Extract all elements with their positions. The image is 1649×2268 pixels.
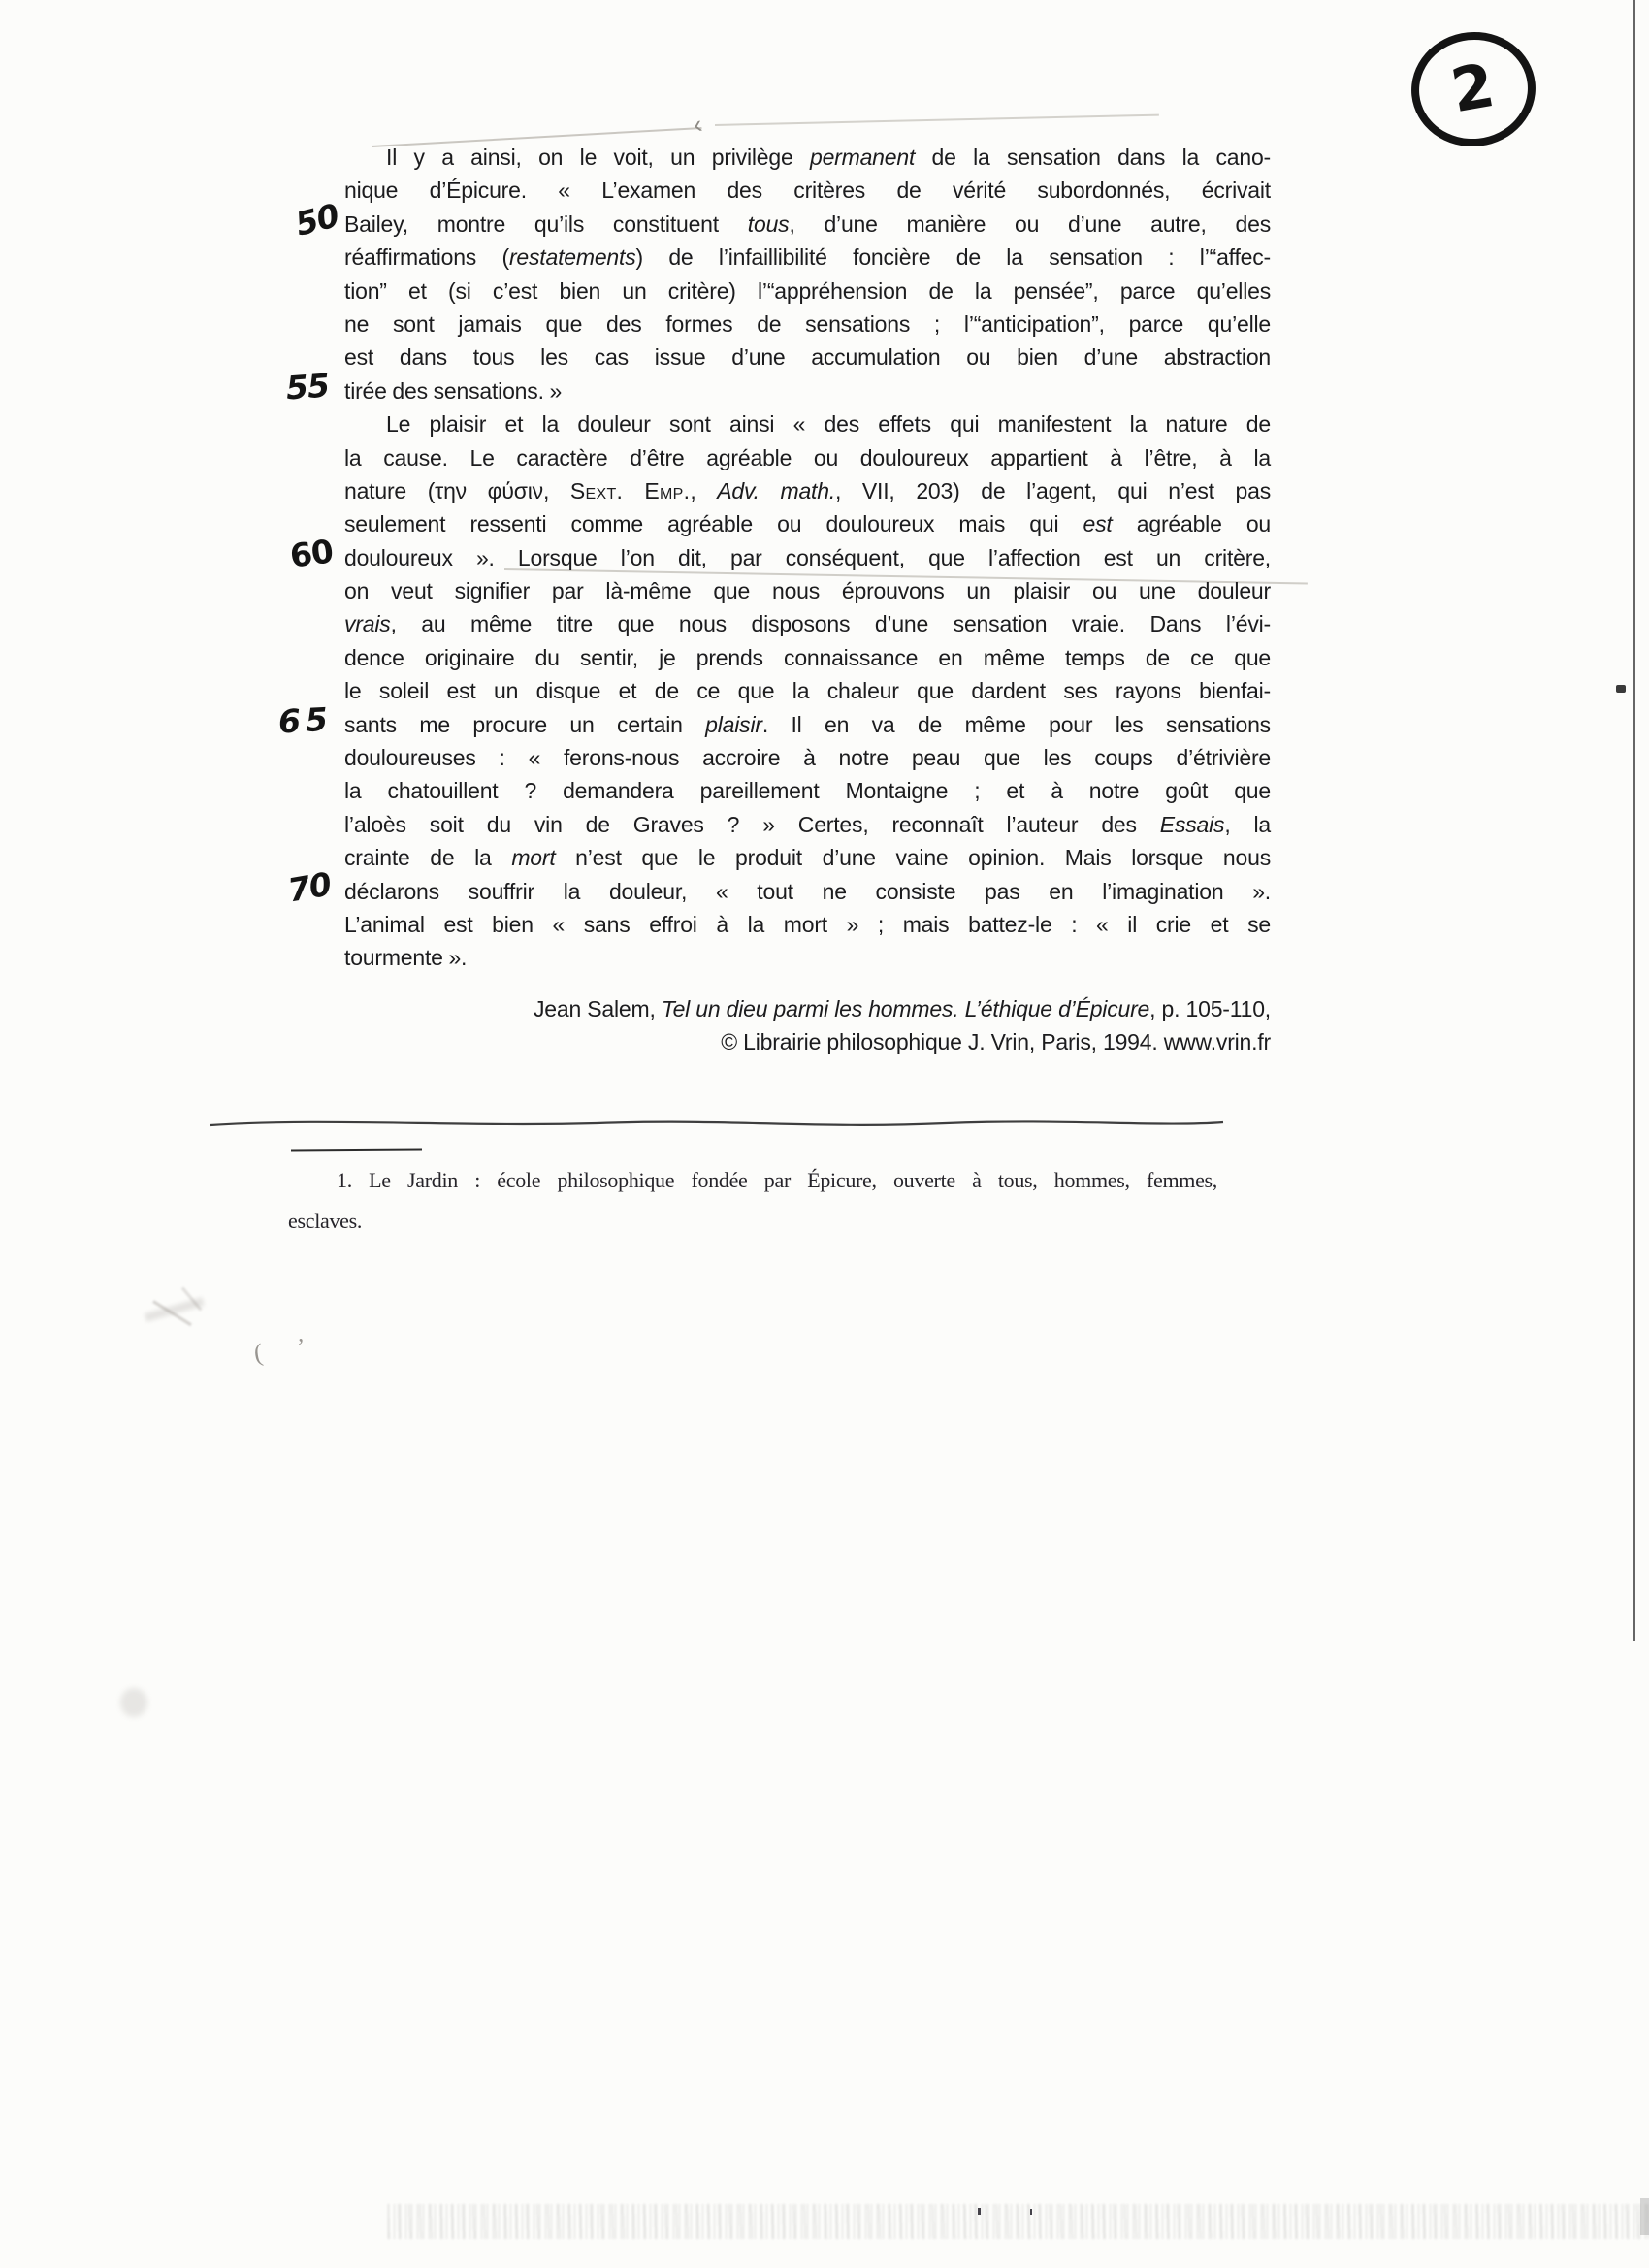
text-segment: ,	[690, 477, 718, 503]
text-segment: © Librairie philosophique J. Vrin, Paris, 1994. www.vrin.fr	[721, 1029, 1271, 1055]
handwritten-margin-number: 65	[276, 699, 334, 741]
body-text-line	[344, 941, 1271, 974]
handwritten-margin-number: 70	[284, 864, 334, 910]
text-segment: vrais	[344, 611, 391, 637]
pencil-mark: ’	[297, 1335, 305, 1360]
text-segment: tirée des sensations. »	[344, 377, 563, 404]
text-segment: , VII, 203) de l’agent, qui n’est pas	[835, 477, 1271, 503]
ink-speck	[1030, 2209, 1032, 2215]
body-text-line	[344, 674, 1271, 707]
handwritten-margin-number: 55	[284, 366, 331, 407]
text-segment: plaisir	[705, 711, 762, 737]
text-segment: L’animal est bien « sans effroi à la mort » ; mais battez-le : « il crie et se	[344, 911, 1271, 937]
body-text-line	[344, 241, 1271, 274]
body-text-line	[344, 808, 1271, 841]
scan-arrow-mark: ‹	[690, 109, 705, 140]
ink-speck	[978, 2208, 981, 2215]
handwritten-page-number-circle	[1406, 26, 1541, 153]
scan-hairline-top-right	[715, 114, 1159, 126]
body-text-line	[344, 275, 1271, 308]
body-text-line	[344, 308, 1271, 340]
handwritten-page-number: 2	[1446, 49, 1501, 126]
pencil-mark: (	[251, 1338, 265, 1368]
scan-noise-band	[388, 2204, 1649, 2239]
body-text-line	[344, 574, 1271, 607]
body-text-line	[344, 474, 1271, 507]
body-text-line	[291, 196, 1272, 243]
text-segment: n’est que le produit d’une vaine opinion. Mais lorsque nous	[555, 845, 1271, 871]
smudge	[120, 1688, 147, 1717]
text-segment: Le plaisir et la douleur sont ainsi « des effets qui manifestent la nature de	[386, 411, 1271, 437]
footnote-line	[288, 1201, 1217, 1242]
text-segment: nature (την φύσιν,	[344, 477, 570, 503]
body-text-line	[344, 741, 1271, 774]
separator-line	[209, 1112, 1227, 1135]
text-segment: de la sensation dans la cano-	[915, 145, 1271, 170]
body-text-line	[284, 366, 1271, 407]
text-segment: seulement ressenti comme agréable ou douloureux mais qui	[344, 511, 1083, 537]
text-segment: , au même titre que nous disposons d’une sensation vraie. Dans l’évi-	[390, 611, 1271, 637]
text-segment: Sext. Emp.	[569, 477, 691, 503]
scan-edge-strip	[1640, 2198, 1649, 2235]
text-segment: réaffirmations (	[344, 244, 509, 271]
text-segment: ) de l’infaillibilité foncière de la sensation : l’“affec-	[635, 244, 1271, 271]
body-text-line	[344, 841, 1271, 874]
text-segment: Jean Salem,	[534, 996, 662, 1021]
body-text-line	[344, 141, 1271, 174]
text-segment: est dans tous les cas issue d’une accumulation ou bien d’une abstraction	[344, 344, 1271, 371]
body-text-line	[344, 340, 1271, 373]
text-segment: tous	[747, 211, 790, 237]
attribution	[344, 992, 1271, 1059]
text-segment: Adv. math.	[717, 477, 836, 503]
text-segment: agréable ou	[1112, 511, 1272, 537]
text-segment: , d’une manière ou d’une autre, des	[789, 211, 1272, 237]
text-segment: Il y a ainsi, on le voit, un privilège	[386, 145, 810, 170]
handwritten-margin-number: 60	[287, 532, 336, 575]
text-segment: , la	[1224, 811, 1271, 837]
text-segment: déclarons souffrir la douleur, « tout ne consiste pas en l’imagination ».	[344, 878, 1271, 904]
attribution-line	[344, 1025, 1271, 1058]
body-text-line	[344, 507, 1271, 540]
text-segment: . Il en va de même pour les sensations	[761, 711, 1271, 737]
handwritten-margin-number: 50	[291, 196, 342, 243]
body-text-line	[344, 407, 1271, 440]
text-segment: permanent	[809, 145, 916, 170]
text-segment: Bailey, montre qu’ils constituent	[344, 211, 748, 237]
body-text-line	[344, 174, 1271, 207]
ink-dot	[1616, 685, 1626, 693]
body-text-line	[344, 441, 1271, 474]
text-segment: esclaves.	[288, 1209, 363, 1233]
text-segment: nique d’Épicure. « L’examen des critères de vérité subordonnés, écrivait	[344, 178, 1271, 204]
body-text-line	[344, 641, 1271, 674]
body-text-line	[344, 607, 1271, 640]
body-text-line	[344, 774, 1271, 807]
text-segment: crainte de la	[344, 845, 512, 871]
body-text-line	[276, 699, 1271, 741]
body-text-line	[287, 532, 1271, 575]
text-segment: mort	[511, 845, 556, 871]
text-segment: la cause. Le caractère d’être agréable ou douloureux appartient à l’être, à la	[344, 444, 1271, 470]
footnote	[288, 1160, 1217, 1242]
text-segment: douloureux ». Lorsque l’on dit, par conséquent, que l’affection est un critère,	[344, 544, 1271, 570]
text-segment: le soleil est un disque et de ce que la chaleur que dardent ses rayons bienfai-	[344, 678, 1271, 704]
attribution-line	[344, 992, 1271, 1025]
text-segment: on veut signifier par là-même que nous éprouvons un plaisir ou une douleur	[344, 578, 1271, 604]
text-segment: restatements	[508, 244, 636, 271]
text-segment: est	[1083, 511, 1113, 537]
body-text-line	[284, 864, 1271, 910]
text-segment: tourmente ».	[344, 945, 468, 971]
body-text	[276, 141, 1272, 975]
text-segment: Tel un dieu parmi les hommes. L’éthique d’Épicure	[661, 996, 1150, 1021]
footnote-rule	[291, 1149, 422, 1152]
text-segment: tion” et (si c’est bien un critère) l’“appréhension de la pensée”, parce qu’elles	[344, 277, 1271, 304]
text-segment: douloureuses : « ferons-nous accroire à notre peau que les coups d’étrivière	[344, 745, 1271, 771]
text-segment: dence originaire du sentir, je prends connaissance en même temps de ce que	[344, 644, 1271, 670]
text-segment: 1. Le Jardin : école philosophique fondée par Épicure, ouverte à tous, hommes, femmes,	[337, 1168, 1217, 1192]
text-segment: Essais	[1159, 811, 1225, 837]
text-segment: sants me procure un certain	[344, 711, 706, 737]
text-segment: l’aloès soit du vin de Graves ? » Certes, reconnaît l’auteur des	[344, 811, 1160, 837]
text-segment: ne sont jamais que des formes de sensations ; l’“anticipation”, parce qu’elle	[344, 310, 1271, 337]
footnote-line	[288, 1160, 1217, 1201]
scan-edge-line	[1633, 0, 1635, 1641]
text-segment: , p. 105-110,	[1149, 996, 1271, 1021]
text-segment: la chatouillent ? demandera pareillement Montaigne ; et à notre goût que	[344, 778, 1271, 804]
body-text-line	[344, 908, 1271, 941]
